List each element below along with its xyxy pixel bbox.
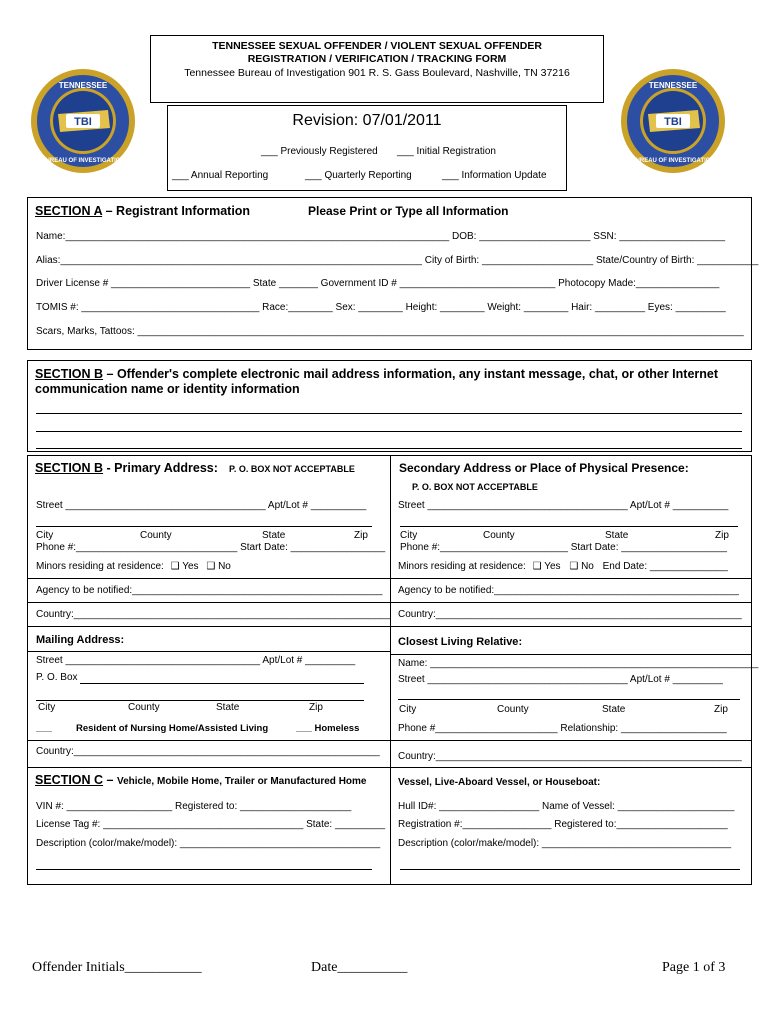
vessel-heading: Vessel, Live-Aboard Vessel, or Houseboat: (398, 777, 601, 788)
secondary-minors-row (398, 561, 728, 572)
form-title-line2: REGISTRATION / VERIFICATION / TRACKING FORM (247, 53, 507, 65)
secondary-minors-no-checkbox-icon[interactable]: ❑ (569, 561, 579, 572)
divider (28, 740, 390, 741)
relative-state-label: State (602, 704, 626, 715)
form-title-line1: TENNESSEE SEXUAL OFFENDER / VIOLENT SEXUAL OFFENDER (212, 40, 542, 52)
mailing-state-label: State (216, 702, 240, 713)
mailing-city-label: City (38, 702, 56, 713)
mailing-city-line[interactable] (36, 700, 364, 701)
relative-city-label: City (399, 704, 417, 715)
seal-bottom-text: BUREAU OF INVESTIGATION (41, 158, 125, 164)
secondary-county-label: County (483, 530, 515, 541)
section-b-label: SECTION B (35, 367, 104, 381)
divider (390, 578, 752, 579)
seal-center-text: TBI (664, 116, 682, 128)
vin-row[interactable]: VIN #: ___________________ Registered to: ____________________ (36, 801, 352, 812)
po-box-line[interactable] (80, 683, 364, 684)
mailing-address-heading: Mailing Address: (36, 634, 125, 646)
revision-label: Revision: 07/01/2011 (292, 112, 442, 129)
driver-license-row[interactable]: Driver License # _________________________ State _______ Government ID # ____________________________ Photocopy Made:_______________ (36, 278, 720, 289)
seal-top-text: TENNESSEE (58, 81, 108, 90)
primary-zip-label: Zip (354, 530, 368, 541)
primary-minors-row (36, 561, 231, 572)
primary-street[interactable]: Street ____________________________________ Apt/Lot # __________ (36, 500, 367, 511)
email-line-3[interactable] (36, 448, 742, 449)
vessel-registration-row[interactable]: Registration #:________________ Registered to:____________________ (398, 819, 728, 830)
secondary-minors-yes-checkbox-icon[interactable]: ❑ (532, 561, 542, 572)
primary-country[interactable]: Country:_________________________________________________________ (36, 609, 391, 620)
secondary-city-line[interactable] (400, 526, 738, 527)
section-a (27, 197, 759, 350)
secondary-end-date[interactable]: End Date: ______________ (602, 561, 728, 572)
secondary-address-heading: Secondary Address or Place of Physical Presence: (399, 461, 689, 475)
divider (28, 578, 390, 579)
secondary-city-label: City (400, 530, 418, 541)
relative-city-line[interactable] (398, 699, 740, 700)
primary-phone[interactable]: Phone #:_____________________________ Start Date: _________________ (36, 542, 386, 553)
section-b-label: SECTION B (35, 461, 104, 475)
page-number: Page 1 of 3 (662, 960, 726, 975)
nursing-home-blank[interactable]: ___ (36, 723, 52, 734)
divider (390, 654, 752, 655)
divider (28, 651, 390, 652)
check-quarterly-reporting[interactable]: ___ Quarterly Reporting (305, 170, 412, 181)
address-divider (390, 456, 391, 626)
primary-minors-no: No (218, 561, 231, 572)
seal-bottom-text: BUREAU OF INVESTIGATION (631, 158, 715, 164)
mailing-divider (390, 627, 391, 767)
scars-row[interactable]: Scars, Marks, Tattoos: _____________________________________________________________________________________________________________ (36, 326, 744, 337)
check-initial-registration[interactable]: ___ Initial Registration (397, 146, 496, 157)
primary-minors-label: Minors residing at residence: (36, 561, 164, 572)
secondary-minors-no: No (581, 561, 594, 572)
seal-center-text: TBI (74, 116, 92, 128)
print-note: Please Print or Type all Information (308, 204, 509, 218)
revision-box (167, 105, 567, 191)
vehicle-description-row[interactable]: Description (color/make/model): ____________________________________ (36, 838, 381, 849)
hull-id-row[interactable]: Hull ID#: __________________ Name of Vessel: _____________________ (398, 801, 735, 812)
email-line-1[interactable] (36, 413, 742, 414)
section-b-email-heading (35, 367, 718, 381)
mailing-country[interactable]: Country:_______________________________________________________ (36, 746, 380, 757)
primary-address-heading (35, 461, 218, 475)
section-c-label: SECTION C (35, 773, 104, 787)
section-b-email-heading-line2: communication name or identity information (35, 382, 300, 396)
secondary-minors-yes: Yes (544, 561, 561, 572)
alias-birth-row[interactable]: Alias:_________________________________________________________________ City of Birth: ____________________ State/Country of Birth: ___________ (36, 255, 759, 266)
primary-address-title: - Primary Address: (103, 461, 218, 475)
closest-relative-heading (398, 636, 522, 648)
relative-phone[interactable]: Phone #______________________ Relationship: ___________________ (398, 723, 727, 734)
mailing-zip-label: Zip (309, 702, 323, 713)
secondary-street[interactable]: Street ____________________________________ Apt/Lot # __________ (398, 500, 729, 511)
nursing-home-label: Resident of Nursing Home/Assisted Living (76, 723, 269, 734)
mailing-relative-section (27, 626, 759, 768)
mailing-county-label: County (128, 702, 160, 713)
primary-po-note: P. O. BOX NOT ACCEPTABLE (229, 464, 355, 474)
secondary-po-note: P. O. BOX NOT ACCEPTABLE (412, 482, 538, 492)
check-annual-reporting[interactable]: ___ Annual Reporting (172, 170, 269, 181)
mailing-street[interactable]: Street ___________________________________ Apt/Lot # _________ (36, 655, 356, 666)
offender-initials[interactable]: Offender Initials___________ (32, 960, 202, 975)
section-a-title: – Registrant Information (102, 204, 251, 218)
primary-city-label: City (36, 530, 54, 541)
section-c (27, 767, 752, 885)
homeless-option[interactable]: ___ Homeless (296, 723, 360, 734)
section-b-email (27, 360, 752, 452)
tbi-seal-right (620, 68, 726, 174)
vessel-description-row[interactable]: Description (color/make/model): __________________________________ (398, 838, 732, 849)
closest-relative-title: Closest Living Relative (398, 636, 519, 648)
seal-top-text: TENNESSEE (648, 81, 698, 90)
license-tag-row[interactable]: License Tag #: ____________________________________ State: _________ (36, 819, 386, 830)
primary-county-label: County (140, 530, 172, 541)
secondary-phone[interactable]: Phone #:_______________________ Start Date: ___________________ (400, 542, 727, 553)
form-title-box (150, 35, 604, 103)
relative-name[interactable]: Name: ___________________________________________________________ (398, 658, 759, 669)
tbi-seal-left (30, 68, 136, 174)
relative-street[interactable]: Street ____________________________________ Apt/Lot # _________ (398, 674, 723, 685)
mailing-po-box[interactable]: P. O. Box (36, 672, 78, 683)
vehicle-description-line[interactable] (36, 869, 372, 870)
check-information-update[interactable]: ___ Information Update (442, 170, 547, 181)
primary-state-label: State (262, 530, 286, 541)
secondary-state-label: State (605, 530, 629, 541)
section-c-dash: – (103, 773, 117, 787)
relative-country[interactable]: Country:_______________________________________________________ (398, 751, 742, 762)
tomis-row[interactable]: TOMIS #: ________________________________ Race:________ Sex: ________ Height: ________ Weight: ________ Hair: _________ Eyes: _________ (36, 302, 726, 313)
primary-minors-yes-checkbox-icon[interactable]: ❑ (170, 561, 180, 572)
primary-minors-yes: Yes (182, 561, 199, 572)
section-c-divider (390, 768, 391, 884)
name-dob-ssn-row[interactable]: Name:_____________________________________________________________________ DOB: ____________________ SSN: ___________________ (36, 231, 725, 242)
primary-minors-no-checkbox-icon[interactable]: ❑ (206, 561, 216, 572)
divider (390, 740, 752, 741)
tbi-address: Tennessee Bureau of Investigation 901 R. S. Gass Boulevard, Nashville, TN 37216 (184, 67, 570, 79)
section-a-heading (35, 204, 250, 218)
section-a-label: SECTION A (35, 204, 103, 218)
relative-zip-label: Zip (714, 704, 728, 715)
vessel-description-line[interactable] (400, 869, 740, 870)
footer-date[interactable]: Date__________ (311, 960, 408, 975)
section-c-title: Vehicle, Mobile Home, Trailer or Manufactured Home (116, 776, 367, 787)
divider (28, 602, 390, 603)
primary-agency[interactable]: Agency to be notified:_____________________________________________ (36, 585, 383, 596)
check-previously-registered[interactable]: ___ Previously Registered (261, 146, 378, 157)
divider (390, 602, 752, 603)
secondary-minors-label: Minors residing at residence: (398, 561, 526, 572)
secondary-agency[interactable]: Agency to be notified:____________________________________________ (398, 585, 739, 596)
email-line-2[interactable] (36, 431, 742, 432)
secondary-zip-label: Zip (715, 530, 729, 541)
section-c-heading (35, 773, 366, 787)
section-b-address (27, 455, 752, 627)
section-b-email-title: – Offender's complete electronic mail address information, any instant message, chat, or other Internet (103, 367, 719, 381)
relative-county-label: County (497, 704, 529, 715)
secondary-country[interactable]: Country:_______________________________________________________ (398, 609, 742, 620)
primary-city-line[interactable] (36, 526, 372, 527)
closest-relative-colon: : (518, 636, 523, 648)
